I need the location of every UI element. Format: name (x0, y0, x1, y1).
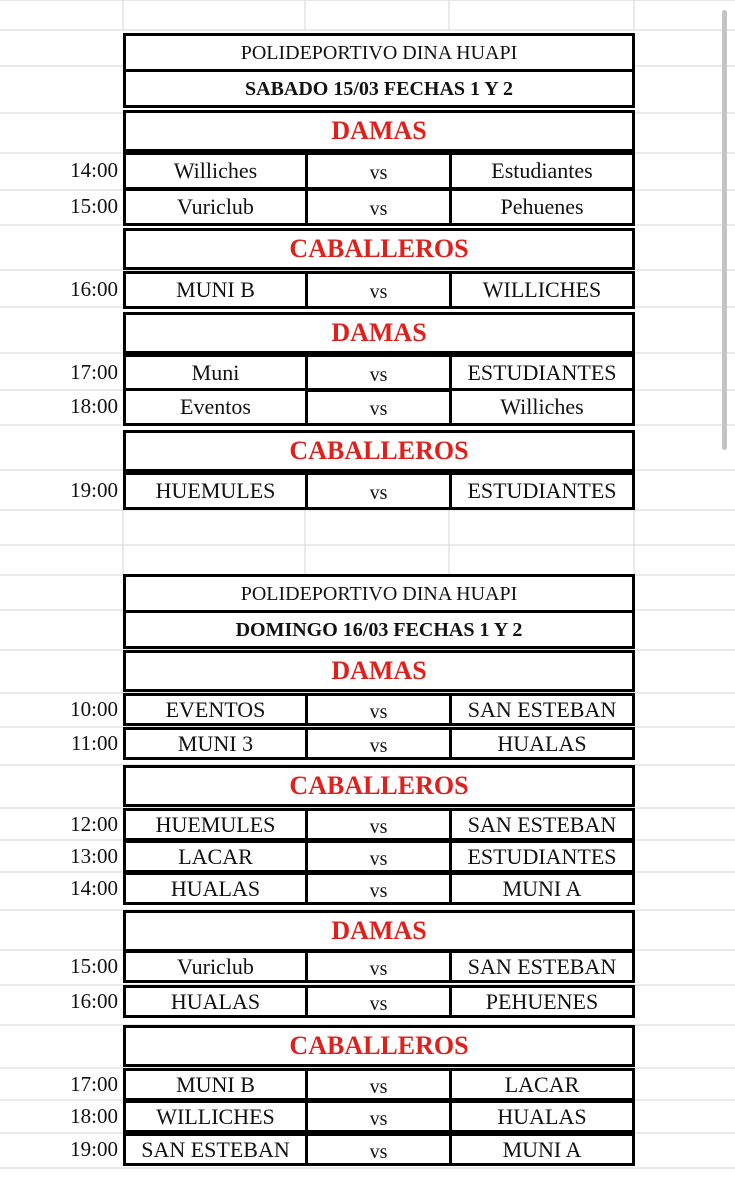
match-time: 16:00 (70, 989, 118, 1013)
vs-label: vs (308, 693, 449, 726)
away-team: ESTUDIANTES (449, 472, 635, 510)
away-team: PEHUENES (449, 985, 635, 1018)
away-team: ESTUDIANTES (449, 354, 635, 392)
vs-label: vs (308, 1068, 449, 1101)
vs-label: vs (308, 388, 449, 426)
vs-label: vs (308, 985, 449, 1018)
home-team: HUEMULES (123, 808, 308, 841)
away-team: LACAR (449, 1068, 635, 1101)
away-team: SAN ESTEBAN (449, 693, 635, 726)
away-team: Estudiantes (449, 152, 635, 190)
venue-title: POLIDEPORTIVO DINA HUAPI (123, 574, 635, 613)
away-team: Williches (449, 388, 635, 426)
category-header: DAMAS (123, 650, 635, 692)
home-team: Williches (123, 152, 308, 190)
vs-label: vs (308, 1100, 449, 1133)
vs-label: vs (308, 950, 449, 983)
away-team: SAN ESTEBAN (449, 950, 635, 983)
vs-label: vs (308, 872, 449, 905)
category-header: CABALLEROS (123, 1025, 635, 1067)
home-team: Vuriclub (123, 188, 308, 226)
match-time: 10:00 (70, 697, 118, 721)
home-team: SAN ESTEBAN (123, 1133, 308, 1166)
match-time: 13:00 (70, 844, 118, 868)
home-team: LACAR (123, 840, 308, 873)
away-team: ESTUDIANTES (449, 840, 635, 873)
home-team: MUNI B (123, 1068, 308, 1101)
match-time: 18:00 (70, 394, 118, 418)
match-time: 12:00 (70, 812, 118, 836)
vs-label: vs (308, 152, 449, 190)
away-team: MUNI A (449, 1133, 635, 1166)
vs-label: vs (308, 840, 449, 873)
home-team: EVENTOS (123, 693, 308, 726)
match-time: 16:00 (70, 277, 118, 301)
date-header: SABADO 15/03 FECHAS 1 Y 2 (123, 69, 635, 108)
date-header: DOMINGO 16/03 FECHAS 1 Y 2 (123, 610, 635, 649)
match-time: 18:00 (70, 1104, 118, 1128)
home-team: Vuriclub (123, 950, 308, 983)
away-team: SAN ESTEBAN (449, 808, 635, 841)
vs-label: vs (308, 354, 449, 392)
match-time: 14:00 (70, 876, 118, 900)
away-team: WILLICHES (449, 271, 635, 309)
vs-label: vs (308, 727, 449, 760)
home-team: WILLICHES (123, 1100, 308, 1133)
away-team: HUALAS (449, 727, 635, 760)
match-time: 15:00 (70, 954, 118, 978)
match-time: 17:00 (70, 1072, 118, 1096)
home-team: MUNI B (123, 271, 308, 309)
category-header: CABALLEROS (123, 765, 635, 807)
match-time: 14:00 (70, 158, 118, 182)
match-time: 19:00 (70, 478, 118, 502)
category-header: CABALLEROS (123, 228, 635, 270)
venue-title: POLIDEPORTIVO DINA HUAPI (123, 33, 635, 72)
category-header: DAMAS (123, 910, 635, 952)
vs-label: vs (308, 1133, 449, 1166)
home-team: Eventos (123, 388, 308, 426)
vs-label: vs (308, 188, 449, 226)
home-team: HUALAS (123, 872, 308, 905)
home-team: HUALAS (123, 985, 308, 1018)
away-team: HUALAS (449, 1100, 635, 1133)
match-time: 17:00 (70, 360, 118, 384)
home-team: Muni (123, 354, 308, 392)
match-time: 19:00 (70, 1137, 118, 1161)
category-header: CABALLEROS (123, 430, 635, 472)
category-header: DAMAS (123, 312, 635, 354)
away-team: Pehuenes (449, 188, 635, 226)
category-header: DAMAS (123, 110, 635, 152)
home-team: MUNI 3 (123, 727, 308, 760)
vs-label: vs (308, 808, 449, 841)
home-team: HUEMULES (123, 472, 308, 510)
vs-label: vs (308, 472, 449, 510)
match-time: 15:00 (70, 194, 118, 218)
vs-label: vs (308, 271, 449, 309)
away-team: MUNI A (449, 872, 635, 905)
match-time: 11:00 (70, 731, 118, 755)
